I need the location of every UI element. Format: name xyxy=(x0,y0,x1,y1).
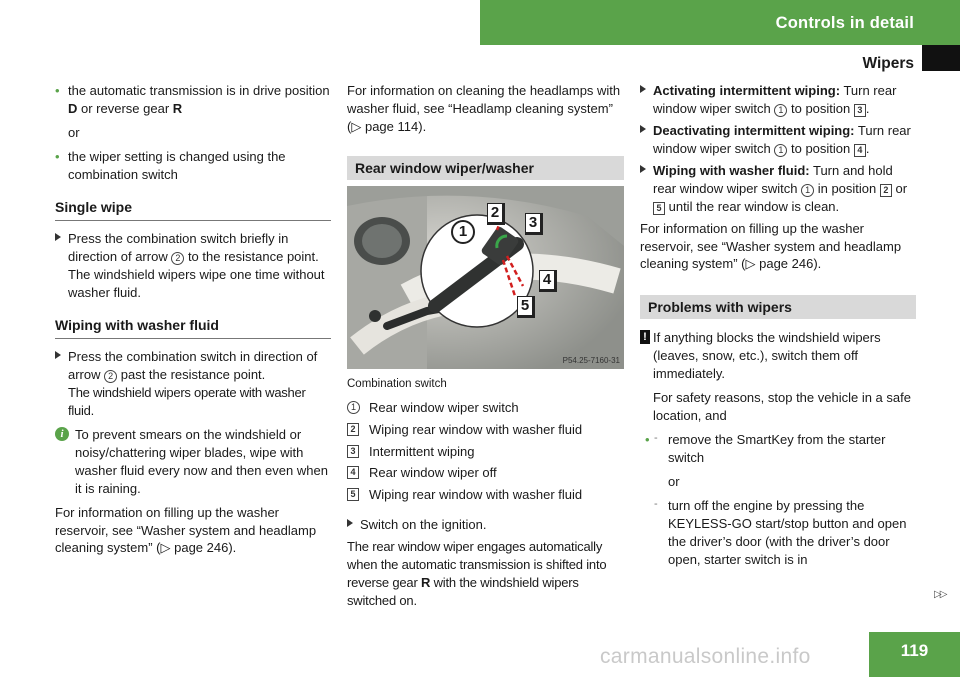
column-right xyxy=(640,82,916,575)
dash-icon: - xyxy=(654,432,658,445)
photo-reference-code: P54.25-7160-31 xyxy=(562,355,620,365)
bullet-wiper-setting: • the wiper setting is changed using the combination switch xyxy=(55,148,286,182)
page-ref-arrow-icon: ▷ xyxy=(745,256,756,272)
step-activate-intermittent: Activating intermittent wiping: Turn rear window wiper switch 1 to position 3 . xyxy=(640,82,916,118)
info-note: i To prevent smears on the windshield or noisy/chattering wiper blades, wipe with washer fluid every now and then even when it is raining. xyxy=(55,426,331,498)
ref-square-2: 2 xyxy=(880,184,892,197)
legend-number: 2 xyxy=(347,423,359,436)
legend-number: 4 xyxy=(347,466,359,479)
heading-washer-fluid: Wiping with washer fluid xyxy=(55,316,331,339)
step-single-wipe: Press the combination switch briefly in direction of arrow 2 to the resistance point. The windshield wipers wipe one time without washer fluid. xyxy=(55,230,331,302)
option-keyless-go: - turn off the engine by pressing the KEYLESS-GO start/stop button and open the driver’s door (with the driver’s door open, starter switch is in xyxy=(654,497,907,567)
bullet-dot-icon: • xyxy=(55,148,60,164)
column-left xyxy=(55,82,331,563)
step-arrow-icon xyxy=(55,351,61,359)
ref-circle-2: 2 xyxy=(104,370,117,383)
or-text: or xyxy=(668,473,680,489)
ref-square-5: 5 xyxy=(653,202,665,215)
warning-icon: ! xyxy=(640,330,650,344)
fill-reservoir-note: For information on filling up the washer reservoir, see “Washer system and headlamp cleaning system” (▷ page 246). xyxy=(640,220,902,272)
info-icon: i xyxy=(55,427,69,441)
ref-square-4: 4 xyxy=(854,144,866,157)
thumb-tab xyxy=(922,45,960,71)
section-rear-wiper: Rear window wiper/washer xyxy=(347,156,624,180)
callout-4: 4 xyxy=(539,270,557,292)
page-ref-link[interactable]: page 246 xyxy=(759,256,814,272)
callout-3: 3 xyxy=(525,213,543,235)
dash-icon: - xyxy=(654,497,658,510)
step-deactivate-intermittent: Deactivating intermittent wiping: Turn rear window wiper switch 1 to position 4 . xyxy=(640,122,916,158)
step-arrow-icon xyxy=(640,125,646,133)
legend-number: 3 xyxy=(347,445,359,458)
warning-note: ! If anything blocks the windshield wipers (leaves, snow, etc.), switch them off immediately. For safety reasons, stop the vehicle in a safe location, and xyxy=(640,329,916,425)
photo-caption: Combination switch xyxy=(347,377,447,390)
ref-circle-1: 1 xyxy=(801,184,814,197)
bullet-transmission: • the automatic transmission is in drive position D or reverse gear R xyxy=(55,83,330,116)
legend-item-2: 2 Wiping rear window with washer fluid xyxy=(347,421,624,439)
subsection-title: Wipers xyxy=(862,55,914,72)
page-ref-link[interactable]: page 114 xyxy=(364,118,419,134)
legend-number: 5 xyxy=(347,488,359,501)
legend-item-1: 1 Rear window wiper switch xyxy=(347,399,624,417)
callout-1: 1 xyxy=(451,220,475,244)
fill-reservoir-note: For information on filling up the washer reservoir, see “Washer system and headlamp cleaning system” (▷ page 246). xyxy=(55,504,317,556)
legend-number: 1 xyxy=(347,401,360,414)
legend-item-3: 3 Intermittent wiping xyxy=(347,443,624,461)
combination-switch-photo xyxy=(347,186,624,369)
step-wipe-washer-fluid: Wiping with washer fluid: Turn and hold rear window wiper switch 1 in position 2 or 5 until the rear window is clean. xyxy=(640,162,916,216)
page-number: 119 xyxy=(869,632,960,677)
step-arrow-icon xyxy=(347,519,353,527)
legend-item-4: 4 Rear window wiper off xyxy=(347,464,624,482)
reverse-gear-note: The rear window wiper engages automatically when the automatic transmission is shifted into reverse gear R with the windshield wipers switched on. xyxy=(347,539,607,609)
bullet-dot-icon: • xyxy=(645,432,650,448)
option-remove-smartkey: • - remove the SmartKey from the starter switch xyxy=(645,432,886,465)
step-washer-fluid: Press the combination switch in direction of arrow 2 past the resistance point. The windshield wipers operate with washer fluid. xyxy=(55,348,331,420)
heading-single-wipe: Single wipe xyxy=(55,198,331,221)
legend-item-5: 5 Wiping rear window with washer fluid xyxy=(347,486,624,504)
page-ref-arrow-icon: ▷ xyxy=(160,540,171,556)
headlamp-note: For information on cleaning the headlamps with washer fluid, see “Headlamp cleaning system” (▷ page 114). xyxy=(347,83,621,134)
step-arrow-icon xyxy=(640,165,646,173)
callout-5: 5 xyxy=(517,296,535,318)
page-ref-link[interactable]: page 246 xyxy=(174,540,229,556)
section-problems: Problems with wipers xyxy=(640,295,916,319)
ref-square-3: 3 xyxy=(854,104,866,117)
photo-illustration xyxy=(347,186,624,369)
step-arrow-icon xyxy=(640,85,646,93)
ref-circle-1: 1 xyxy=(774,104,787,117)
watermark: carmanualsonline.info xyxy=(600,645,811,668)
or-text: or xyxy=(68,124,80,140)
column-middle xyxy=(347,82,624,616)
callout-2: 2 xyxy=(487,203,505,225)
section-title: Controls in detail xyxy=(775,14,914,32)
ref-circle-1: 1 xyxy=(774,144,787,157)
bullet-dot-icon: • xyxy=(55,83,60,98)
continued-arrow-icon: ▷▷ xyxy=(934,589,946,600)
page-ref-arrow-icon: ▷ xyxy=(351,118,362,134)
step-ignition: Switch on the ignition. xyxy=(347,516,624,534)
step-arrow-icon xyxy=(55,233,61,241)
ref-circle-2: 2 xyxy=(171,252,184,265)
